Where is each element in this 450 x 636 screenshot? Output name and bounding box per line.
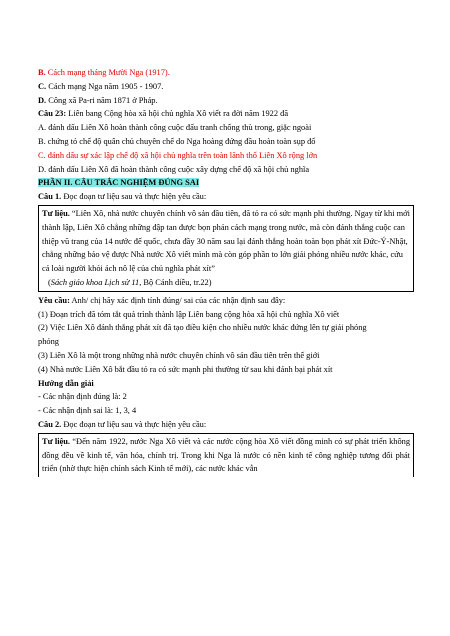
cau1-stem	[38, 190, 414, 204]
option-letter: C.	[38, 81, 47, 91]
citation-open: (	[48, 277, 51, 287]
source-text: “Liên Xô, nhà nước chuyên chính vô sản đầu tiên, đã tỏ ra có sức mạnh phi thường. Ngay từ khi mới thành lập, Liên Xô chẳng những đập tan được bọn phản cách mạng trong nước, mà còn đánh thắng cuộc can thiệp vũ trang của 14 nước đế quốc, chưa đầy 30 năm sau lại đánh thắng hoàn toàn bọn phát xít Đức-Ý-Nhật, chẳng những bảo vệ được Nhà nước Xô viết mình mà còn góp phần to lớn giải phóng nhiều nước khác, cứu cả loài người khỏi ách nô lệ của chủ nghĩa phát xít”	[42, 208, 410, 274]
q22-option-b	[38, 66, 414, 80]
q22-option-d	[38, 94, 414, 108]
q23-option-c-correct: C. đánh dấu sự xác lập chế độ xã hội chủ nghĩa trên toàn lãnh thổ Liên Xô rộng lớn	[38, 150, 318, 160]
option-text: Công xã Pa-ri năm 1871 ở Pháp.	[46, 95, 158, 105]
option-text: Cách mạng Nga năm 1905 - 1907.	[46, 81, 164, 91]
requirement-label: Yêu cầu:	[38, 295, 70, 305]
statement-3: (3) Liên Xô là một trong những nhà nước chuyên chính vô sản đầu tiên trên thế giới	[38, 350, 320, 360]
document-page	[38, 66, 414, 479]
guide-false: - Các nhận định sai là: 1, 3, 4	[38, 406, 137, 416]
source-text: “Đến năm 1922, nước Nga Xô viết và các nước cộng hòa Xô viết đồng minh có sự phát triển không đồng đều về kinh tế, văn hóa, chính trị. Trong khi Nga là nước có nền kinh tế công nghiệp tương đối phát triển (nhờ thực hiện chính sách Kinh tế mới), các nước khác vẫn	[42, 436, 411, 474]
statement-1: (1) Đoạn trích đã tóm tắt quả trình thành lập Liên bang cộng hòa xã hội chủ nghĩa Xô viết	[38, 309, 340, 319]
source-label: Tư liệu.	[42, 436, 71, 446]
source-paragraph	[42, 435, 410, 476]
question-label: Câu 23:	[38, 109, 67, 119]
statement-2: (2) Việc Liên Xô đánh thắng phát xít đã tạo điều kiện cho nhiều nước khác đứng lên tự giải phóng	[38, 323, 367, 333]
citation-book: Sách giáo khoa Lịch sử 11	[50, 277, 140, 287]
cau1-requirement	[38, 294, 414, 308]
statement-4: (4) Nhà nước Liên Xô bắt đầu tỏ ra có sức mạnh phi thường từ sau khi đánh bại phát xít	[38, 364, 333, 374]
source-label: Tư liệu.	[42, 208, 70, 218]
section-title: PHẦN II. CÂU TRẮC NGHIỆM ĐÚNG SAI	[38, 178, 200, 188]
guide-true: - Các nhận định đúng là: 2	[38, 392, 127, 402]
guide-title: Hướng dẫn giải	[38, 378, 94, 388]
q23-option-b: B. chứng tỏ chế độ quân chủ chuyên chế do Nga hoàng đứng đầu hoàn toàn sụp đổ	[38, 136, 316, 146]
citation-rest: , Bộ Cánh diều, tr.22)	[139, 277, 212, 287]
option-text: Cách mạng tháng Mười Nga (1917).	[45, 68, 170, 77]
option-letter: B.	[38, 68, 46, 77]
q22-option-c	[38, 80, 414, 94]
requirement-text: Anh/ chị hãy xác định tính đúng/ sai của các nhận định sau đây:	[69, 295, 286, 305]
question-label: Câu 1.	[38, 192, 62, 202]
source-paragraph	[42, 207, 410, 276]
question-prompt: Đọc đoạn tư liệu sau và thực hiện yêu cầu:	[61, 192, 207, 202]
question-label: Câu 2.	[38, 419, 62, 429]
question-text: Liên bang Cộng hòa xã hội chủ nghĩa Xô viết ra đời năm 1922 đã	[66, 109, 289, 119]
q23-stem	[38, 107, 414, 121]
statement-2-wrap: phóng	[38, 337, 59, 347]
q23-option-a: A. đánh dấu Liên Xô hoàn thành công cuộc đấu tranh chống thù trong, giặc ngoài	[38, 123, 312, 133]
section-heading	[38, 176, 414, 190]
q23-option-d: D. đánh dấu Liên Xô đã hoàn thành công cuộc xây dựng chế độ xã hội chủ nghĩa	[38, 164, 310, 174]
option-letter: D.	[38, 95, 47, 105]
cau2-stem	[38, 418, 414, 432]
cau2-source-box	[38, 433, 414, 477]
question-prompt: Đọc đoạn tư liệu sau và thực hiện yêu cầu:	[61, 419, 207, 429]
cau1-source-box	[38, 205, 414, 292]
source-citation	[42, 276, 410, 290]
